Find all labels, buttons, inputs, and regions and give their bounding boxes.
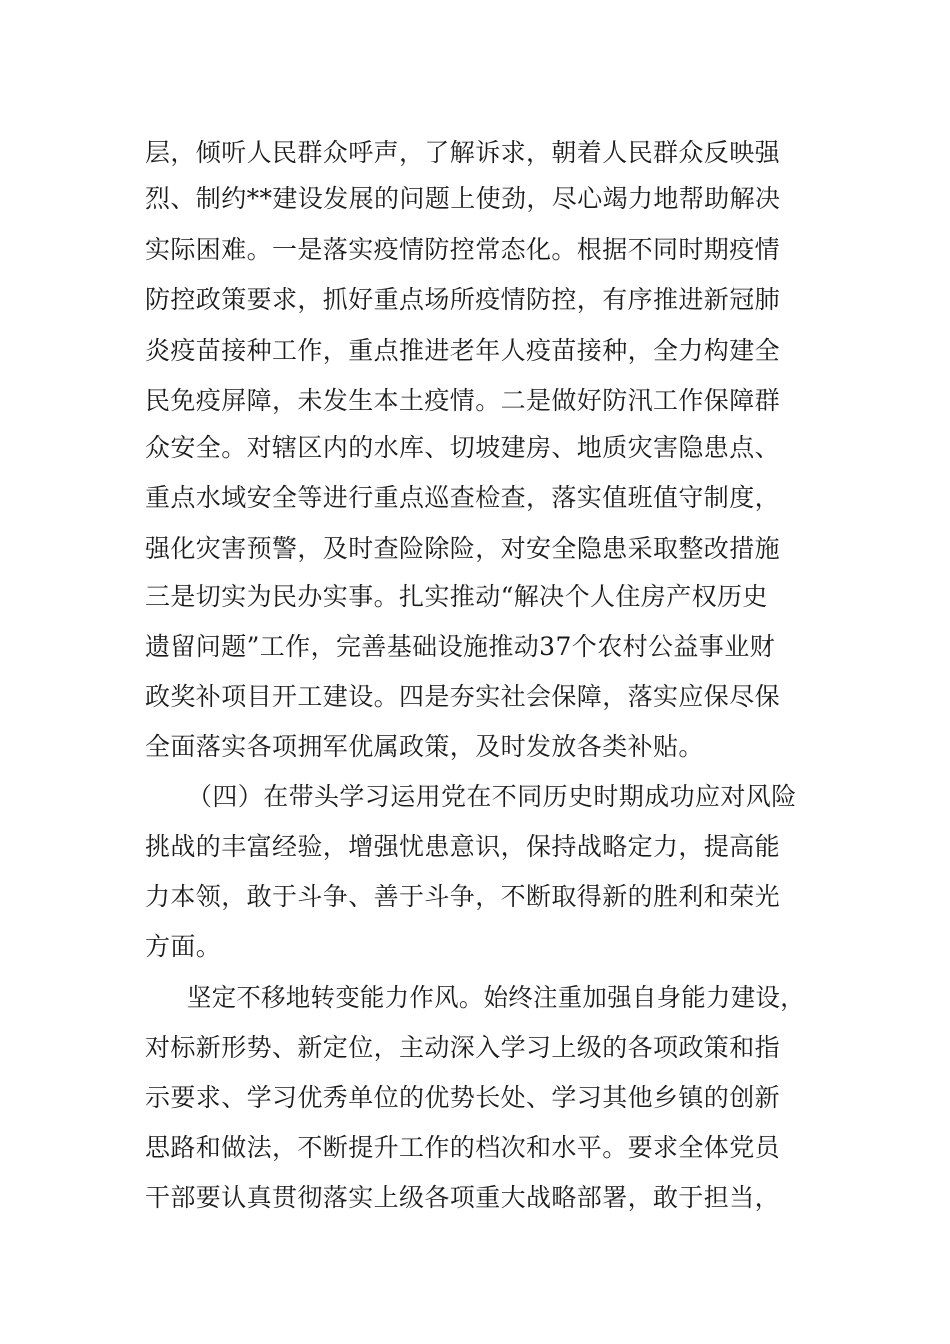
body-text-line: 民免疫屏障，未发生本土疫情。二是做好防汛工作保障群 [145,386,781,415]
body-text-line: 炎疫苗接种工作，重点推进老年人疫苗接种，全力构建全 [145,336,781,365]
body-text-line: 烈、制约**建设发展的问题上使劲，尽心竭力地帮助解决 [145,184,781,213]
body-text-line: 坚定不移地转变能力作风。始终注重加强自身能力建设， [187,983,806,1012]
body-text-line: 强化灾害预警，及时查险除险，对安全隐患采取整改措施 [145,534,781,563]
body-text-line: 思路和做法，不断提升工作的档次和水平。要求全体党员 [145,1133,781,1162]
body-text-line: 干部要认真贯彻落实上级各项重大战略部署，敢于担当， [145,1183,781,1212]
body-text-line: 防控政策要求，抓好重点场所疫情防控，有序推进新冠肺 [145,285,781,314]
body-text-line: 实际困难。一是落实疫情防控常态化。根据不同时期疫情 [145,235,781,264]
section-heading-line: （四）在带头学习运用党在不同历史时期成功应对风险 [187,782,797,811]
body-text-line: 遗留问题”工作，完善基础设施推动37个农村公益事业财 [145,632,775,661]
body-text-line: 对标新形势、新定位，主动深入学习上级的各项政策和指 [145,1033,781,1062]
body-text-line: 三是切实为民办实事。扎实推动“解决个人住房产权历史 [145,582,768,611]
section-heading-line: 挑战的丰富经验，增强忧患意识，保持战略定力，提高能 [145,832,781,861]
body-text-line: 众安全。对辖区内的水库、切坡建房、地质灾害隐患点、 [145,433,781,462]
body-text-line: 全面落实各项拥军优属政策，及时发放各类补贴。 [145,732,704,761]
body-text-line: 政奖补项目开工建设。四是夯实社会保障，落实应保尽保 [145,682,781,711]
body-text-line: 示要求、学习优秀单位的优势长处、学习其他乡镇的创新 [145,1083,781,1112]
section-heading-line: 方面。 [145,932,222,961]
body-text-line: 层，倾听人民群众呼声，了解诉求，朝着人民群众反映强 [145,138,781,167]
section-heading-line: 力本领，敢于斗争、善于斗争，不断取得新的胜利和荣光 [145,882,781,911]
body-text-line: 重点水域安全等进行重点巡查检查，落实值班值守制度， [145,483,781,512]
